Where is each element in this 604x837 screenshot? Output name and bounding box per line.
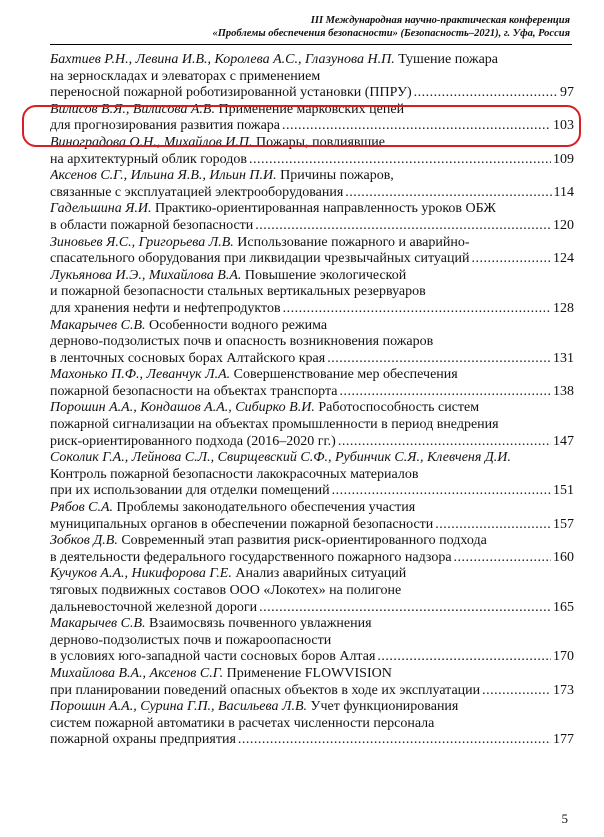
toc-entry-title-part: муниципальных органов в обеспечении пожарной безопасности: [50, 516, 434, 532]
toc-entry-title-part: Практико-ориентированная направленность уроков ОБЖ: [155, 201, 496, 217]
toc-entry-page: 165: [553, 599, 574, 615]
toc-entry: [50, 52, 574, 102]
toc-entry-page: 109: [553, 151, 574, 167]
toc-entry-authors: Порошин А.А., Кондашов А.А., Сибирко В.И.: [50, 400, 315, 416]
header-rule: [50, 44, 572, 45]
toc-entry-title-part: на архитектурный облик городов: [50, 151, 247, 167]
toc-entry-title-part: дерново-подзолистых почв и опасность возникновения пожаров: [50, 334, 434, 350]
dot-leader: [238, 732, 551, 749]
toc-entry-page: 138: [553, 383, 574, 399]
dot-leader: [338, 434, 551, 451]
toc-entry-page: 120: [553, 217, 574, 233]
dot-leader: [454, 550, 551, 567]
toc-entry-page: 124: [553, 251, 574, 267]
conference-header: [30, 14, 570, 40]
toc-entry: [50, 400, 574, 450]
toc-entry-page: 177: [553, 732, 574, 748]
toc-entry-line: [50, 152, 574, 169]
toc-entry-authors: Лукьянова И.Э., Михайлова В.А.: [50, 267, 242, 283]
toc-entry-title-part: Причины пожаров,: [280, 168, 394, 184]
toc-entry-line: [50, 600, 574, 617]
toc-entry-authors: Макарычев С.В.: [50, 317, 146, 333]
toc-entry-page: 103: [553, 118, 574, 134]
toc-entry-line: [50, 235, 574, 252]
toc-entry-page: 160: [553, 549, 574, 565]
dot-leader: [255, 218, 551, 235]
toc-entry-title-part: Совершенствование мер обеспечения: [233, 367, 458, 383]
toc-entry: [50, 367, 574, 400]
toc-entry-authors: Кучуков А.А., Никифорова Г.Е.: [50, 566, 232, 582]
toc-entry-title-part: для хранения нефти и нефтепродуктов: [50, 300, 281, 316]
toc-entry-line: [50, 583, 574, 600]
toc-entry-line: [50, 367, 574, 384]
toc-entry-title-part: Использование пожарного и аварийно-: [237, 234, 470, 250]
dot-leader: [339, 384, 551, 401]
toc-entry-line: [50, 52, 574, 69]
toc-entry-line: [50, 633, 574, 650]
toc-entry-title-part: риск-ориентированного подхода (2016–2020 гг.): [50, 433, 336, 449]
toc-entry-line: [50, 201, 574, 218]
toc-entry-title-part: на зерноскладах и элеваторах с применением: [50, 68, 321, 84]
header-line-1: III Международная научно-практическая конференция: [310, 15, 570, 26]
toc-entry-title-part: дальневосточной железной дороги: [50, 599, 258, 615]
toc-entry-title-part: при планировании поведений опасных объектов в ходе их эксплуатации: [50, 682, 481, 698]
toc-entry-title-part: в ленточных сосновых борах Алтайского края: [50, 350, 326, 366]
toc-entry: [50, 699, 574, 749]
toc-entry-line: [50, 450, 574, 467]
toc-entry-title-part: пожарной сигнализации на объектах промышленности в период внедрения: [50, 417, 499, 433]
dot-leader: [327, 351, 551, 368]
dot-leader: [282, 118, 551, 135]
toc-entry-title-part: Взаимосвязь почвенного увлажнения: [149, 616, 372, 632]
toc-entry-line: [50, 268, 574, 285]
toc-entry-line: [50, 533, 574, 550]
toc-entry-authors: Аксенов С.Г., Ильина Я.В., Ильин П.И.: [50, 168, 277, 184]
toc-entry-line: [50, 434, 574, 451]
toc-entry-title-part: Работоспособность систем: [318, 400, 480, 416]
toc-entry-line: [50, 118, 574, 135]
toc-entry-title-part: дерново-подзолистых почв и пожароопасности: [50, 632, 332, 648]
dot-leader: [377, 649, 551, 666]
toc-entry: [50, 318, 574, 368]
toc-entry-line: [50, 384, 574, 401]
toc-entry-line: [50, 400, 574, 417]
toc-entry-page: 114: [553, 184, 574, 200]
toc-entry-line: [50, 284, 574, 301]
toc-entry-line: [50, 185, 574, 202]
toc-entry-page: 170: [553, 649, 574, 665]
toc-entry-title-part: в области пожарной безопасности: [50, 217, 254, 233]
toc-entry-page: 128: [553, 300, 574, 316]
toc-entry-title-part: Учет функционирования: [310, 699, 459, 715]
toc-entry: [50, 268, 574, 318]
toc-entry-title-part: при их использовании для отделки помещений: [50, 483, 330, 499]
dot-leader: [332, 483, 551, 500]
dot-leader: [249, 152, 551, 169]
toc-entry: [50, 566, 574, 616]
toc-entry-line: [50, 649, 574, 666]
page-number: 5: [561, 811, 568, 826]
toc-entry-line: [50, 666, 574, 683]
toc-entry-authors: Зобков Д.В.: [50, 533, 118, 549]
toc-entry-authors: Рябов С.А.: [50, 500, 114, 516]
toc-entry-title-part: Тушение пожара: [398, 52, 498, 67]
toc-entry: [50, 235, 574, 268]
toc-entry-line: [50, 135, 574, 152]
toc-entry-line: [50, 616, 574, 633]
toc-entry-title-part: систем пожарной автоматики в расчетах численности персонала: [50, 715, 435, 731]
toc-entry: [50, 450, 574, 500]
toc-entry-title-part: переносной пожарной роботизированной установки (ППРУ): [50, 85, 412, 101]
dot-leader: [435, 517, 551, 534]
toc-entry-title-part: Повышение экологической: [244, 267, 407, 283]
toc-entry-line: [50, 417, 574, 434]
toc-entry: [50, 135, 574, 168]
toc-entry: [50, 201, 574, 234]
toc-entry-authors: Махонько П.Ф., Леванчук Л.А.: [50, 367, 231, 383]
dot-leader: [345, 185, 551, 202]
dot-leader: [283, 301, 551, 318]
toc-entry-authors: Виноградова О.Н., Михайлов И.П.: [50, 134, 253, 150]
table-of-contents: [50, 52, 574, 749]
toc-entry-page: 147: [553, 433, 574, 449]
dot-leader: [471, 251, 551, 268]
toc-entry-line: [50, 683, 574, 700]
toc-entry-title-part: и пожарной безопасности стальных вертикальных резервуаров: [50, 284, 426, 300]
toc-entry: [50, 616, 574, 666]
toc-entry-line: [50, 301, 574, 318]
toc-entry-line: [50, 566, 574, 583]
toc-entry-title-part: тяговых подвижных составов ООО «Локотех» на полигоне: [50, 583, 402, 598]
toc-entry-title-part: Контроль пожарной безопасности лакокрасочных материалов: [50, 466, 419, 482]
dot-leader: [482, 683, 551, 700]
toc-entry-line: [50, 334, 574, 351]
toc-entry-authors: Зиновьев Я.С., Григорьева Л.В.: [50, 234, 234, 250]
toc-entry-line: [50, 318, 574, 335]
toc-entry-title-part: Применение FLOWVISION: [226, 665, 392, 681]
toc-entry-authors: Соколик Г.А., Лейнова С.Л., Свирщевский С.Ф., Рубинчик С.Я., Клевченя Д.И.: [50, 450, 511, 466]
toc-entry-title-part: пожарной охраны предприятия: [50, 732, 236, 748]
toc-entry: [50, 102, 574, 135]
toc-entry: [50, 500, 574, 533]
toc-entry-authors: Порошин А.А., Сурина Г.П., Васильева Л.В.: [50, 699, 308, 715]
toc-entry-line: [50, 483, 574, 500]
toc-entry-page: 157: [553, 516, 574, 532]
toc-entry-line: [50, 716, 574, 733]
toc-entry-title-part: пожарной безопасности на объектах транспорта: [50, 383, 338, 399]
toc-entry-title-part: для прогнозирования развития пожара: [50, 118, 281, 134]
toc-entry-line: [50, 69, 574, 86]
toc-entry: [50, 533, 574, 566]
toc-entry-line: [50, 699, 574, 716]
toc-entry-title-part: Современный этап развития риск-ориентированного подхода: [121, 533, 487, 549]
toc-entry-line: [50, 500, 574, 517]
toc-entry-title-part: в условиях юго-западной части сосновых боров Алтая: [50, 649, 376, 665]
dot-leader: [259, 600, 551, 617]
toc-entry-line: [50, 732, 574, 749]
toc-entry-authors: Бахтиев Р.Н., Левина И.В., Королева А.С., Глазунова Н.П.: [50, 52, 395, 67]
toc-entry: [50, 168, 574, 201]
toc-entry-line: [50, 251, 574, 268]
toc-entry-page: 173: [553, 682, 574, 698]
toc-entry-title-part: в деятельности федерального государственного пожарного надзора: [50, 549, 452, 565]
toc-entry-title-part: Анализ аварийных ситуаций: [235, 566, 407, 582]
toc-entry-page: 151: [553, 483, 574, 499]
header-line-2: «Проблемы обеспечения безопасности» (Безопасность–2021), г. Уфа, Россия: [212, 28, 570, 39]
toc-entry-title-part: Пожары, повлиявшие: [256, 134, 386, 150]
toc-entry-line: [50, 550, 574, 567]
toc-entry-authors: Макарычев С.В.: [50, 616, 146, 632]
toc-entry-line: [50, 351, 574, 368]
toc-entry-line: [50, 467, 574, 484]
toc-entry-page: 97: [560, 85, 574, 101]
toc-entry-line: [50, 85, 574, 102]
toc-entry: [50, 666, 574, 699]
toc-entry-authors: Вилисов В.Я., Вилисова А.В.: [50, 101, 215, 117]
toc-entry-line: [50, 218, 574, 235]
toc-entry-line: [50, 168, 574, 185]
dot-leader: [414, 85, 558, 102]
toc-entry-page: 131: [553, 350, 574, 366]
toc-entry-title-part: спасательного оборудования при ликвидации чрезвычайных ситуаций: [50, 251, 470, 267]
toc-entry-line: [50, 102, 574, 119]
toc-entry-title-part: связанные с эксплуатацией электрооборудования: [50, 184, 344, 200]
toc-entry-title-part: Особенности водного режима: [149, 317, 328, 333]
toc-entry-line: [50, 517, 574, 534]
toc-entry-title-part: Применение марковских цепей: [218, 101, 405, 117]
toc-entry-authors: Михайлова В.А., Аксенов С.Г.: [50, 665, 224, 681]
toc-entry-title-part: Проблемы законодательного обеспечения участия: [116, 500, 416, 516]
toc-entry-authors: Гадельшина Я.И.: [50, 201, 152, 217]
